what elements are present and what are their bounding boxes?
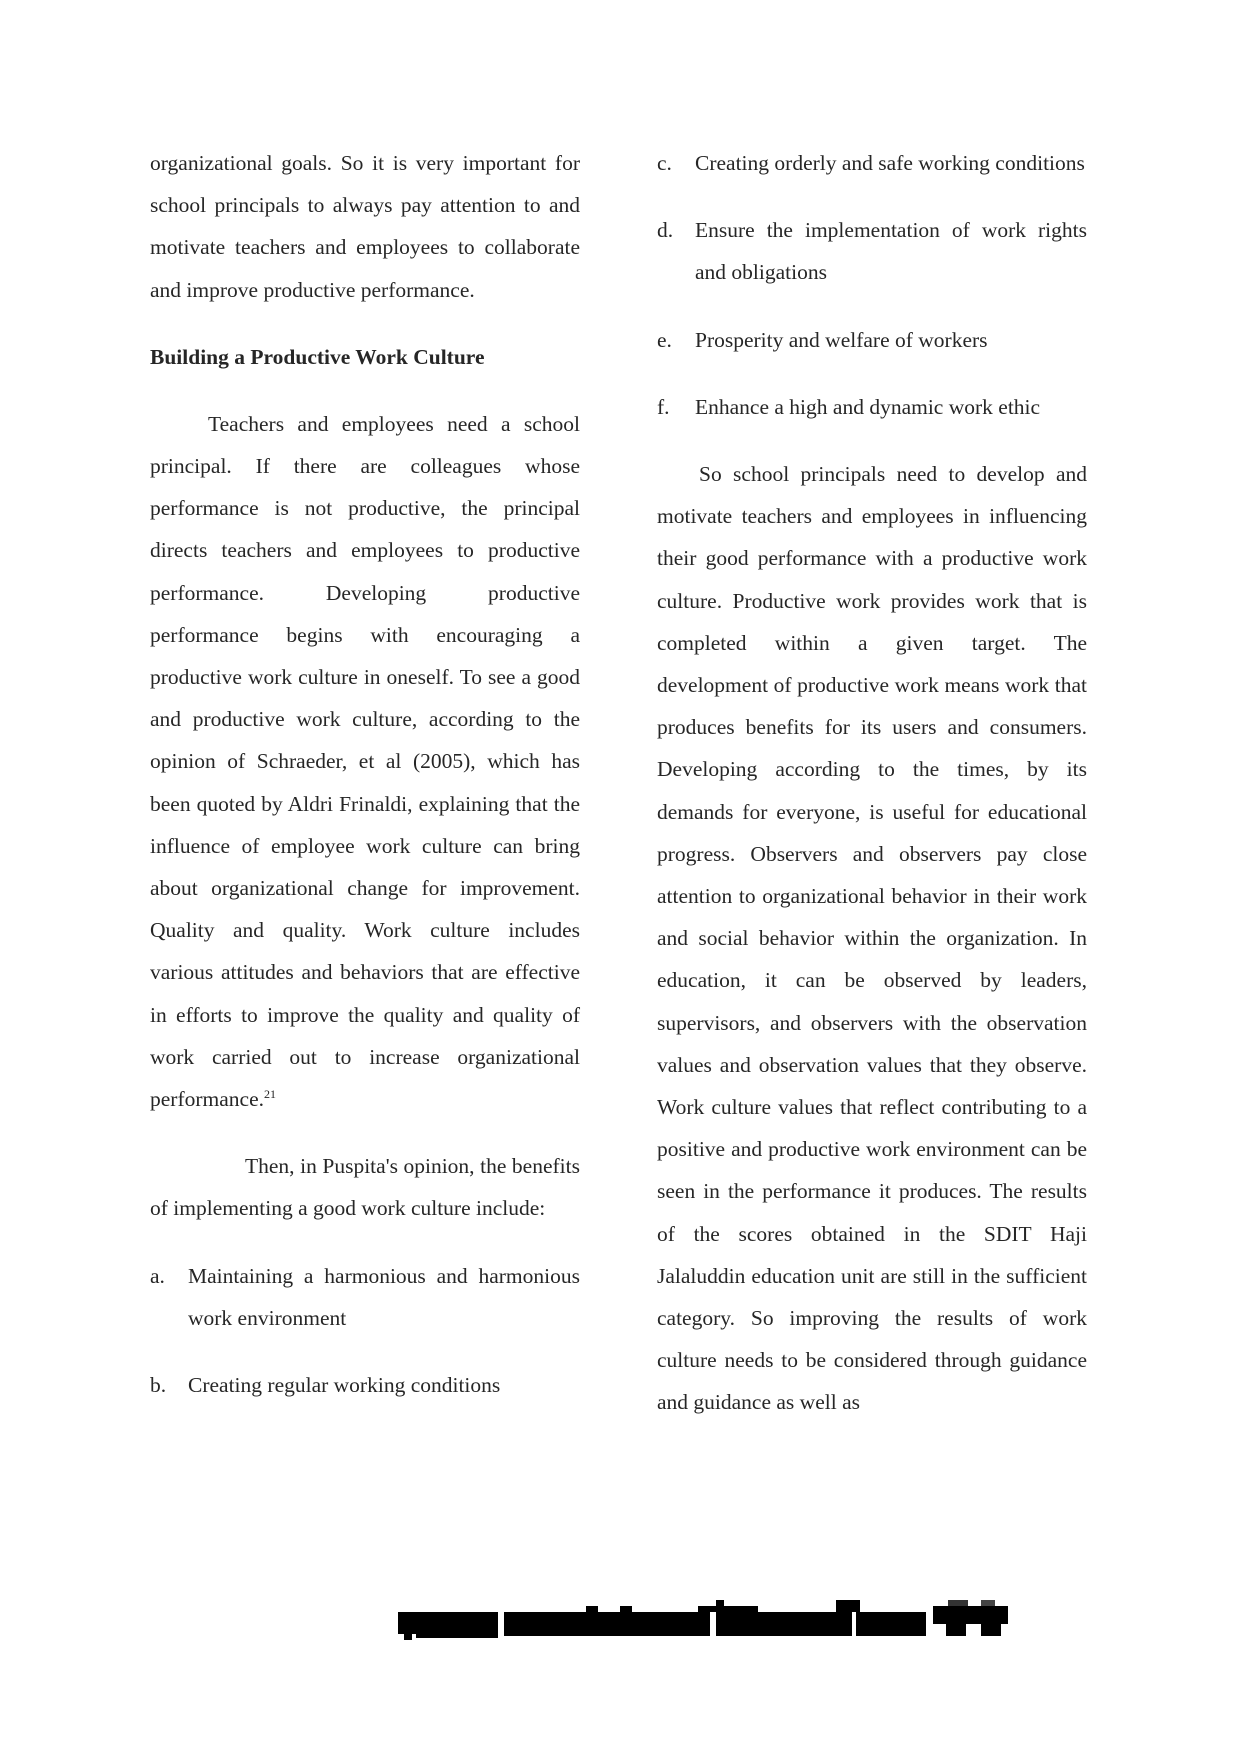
list-item-b xyxy=(150,1364,580,1406)
list-marker: d. xyxy=(657,218,674,243)
list-text: Maintaining a harmonious and harmonious work environment xyxy=(188,1263,580,1330)
list-text: Creating regular working conditions xyxy=(188,1373,501,1398)
list-text: Creating orderly and safe working conditions xyxy=(695,151,1085,175)
list-item-d xyxy=(657,209,1087,293)
list-text: Prosperity and welfare of workers xyxy=(695,327,988,352)
list-marker: a. xyxy=(150,1263,165,1288)
list-text: Enhance a high and dynamic work ethic xyxy=(695,394,1041,419)
redacted-footer xyxy=(398,1612,1088,1638)
list-item-e xyxy=(657,319,1087,361)
paragraph-puspita: Then, in Puspita's opinion, the benefits of implementing a good work culture include: xyxy=(150,1154,580,1221)
paragraph-intro: organizational goals. So it is very important for school principals to always pay attention to and motivate teachers and employees to collaborate and improve productive performance. xyxy=(150,151,580,302)
right-column xyxy=(657,142,1087,1424)
list-marker: b. xyxy=(150,1373,167,1398)
list-item-a xyxy=(150,1255,580,1339)
left-column xyxy=(150,142,580,1406)
footnote-reference[interactable]: 21 xyxy=(264,1087,276,1102)
list-item-c xyxy=(657,142,1087,184)
list-item-f xyxy=(657,386,1087,428)
paragraph-principals: So school principals need to develop and motivate teachers and employees in influencing their good performance with a productive work culture. Productive work provides work that is completed within a given target. The development of productive work means work that produces benefits for its users and consumers. Developing according to the times, by its demands for everyone, is useful for educational progress. Observers and observers pay close attention to organizational behavior in their work and social behavior within the organization. In education, it can be observed by leaders, supervisors, and observers with the observation values and observation values that they observe. Work culture values that reflect contributing to a positive and productive work environment can be seen in the performance it produces. The results of the scores obtained in the SDIT Haji Jalaluddin education unit are still in the sufficient category. So improving the results of work culture needs to be considered through guidance and guidance as well as xyxy=(657,462,1087,1415)
list-marker: e. xyxy=(657,327,672,352)
list-marker: c. xyxy=(657,151,672,175)
paragraph-teachers-text: Teachers and employees need a school principal. If there are colleagues whose performance is not productive, the principal directs teachers and employees to productive performance. Developing productive performance begins with encouraging a productive work culture in oneself. To see a good and productive work culture, according to the opinion of Schraeder, et al (2005), which has been quoted by Aldri Frinaldi, explaining that the influence of employee work culture can bring about organizational change for improvement. Quality and quality. Work culture includes various attitudes and behaviors that are effective in efforts to improve the quality and quality of work carried out to increase organizational performance. xyxy=(150,411,580,1112)
list-text: Ensure the implementation of work rights and obligations xyxy=(695,218,1087,285)
paragraph-teachers xyxy=(150,403,580,1120)
list-marker: f. xyxy=(657,394,670,419)
section-heading: Building a Productive Work Culture xyxy=(150,344,485,369)
